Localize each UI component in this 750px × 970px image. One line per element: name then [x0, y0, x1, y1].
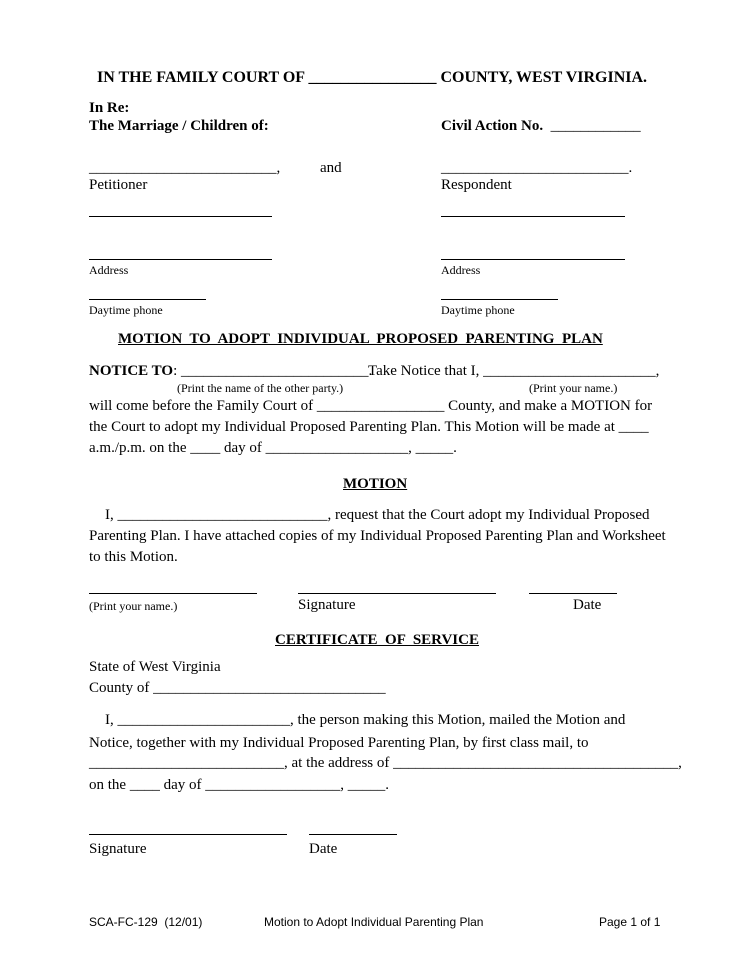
certificate-date-line[interactable]	[309, 834, 397, 835]
take-notice-text[interactable]: Take Notice that I, _______________________,	[368, 363, 660, 379]
petitioner-phone-line[interactable]	[89, 299, 206, 300]
motion-line-3: to this Motion.	[89, 549, 178, 565]
hint-your-name: (Print your name.)	[529, 381, 618, 395]
certificate-date-label: Date	[309, 841, 338, 857]
civil-action-label	[441, 119, 641, 134]
civil-action-blank[interactable]: ____________	[550, 118, 641, 134]
motion-print-name-line[interactable]	[89, 593, 257, 594]
motion-signature-label: Signature	[298, 597, 356, 613]
certificate-signature-line[interactable]	[89, 834, 287, 835]
notice-line-2[interactable]: will come before the Family Court of _________________ County, and make a MOTION for	[89, 398, 653, 414]
respondent-phone-label: Daytime phone	[441, 303, 515, 317]
hint-other-party: (Print the name of the other party.)	[177, 381, 344, 395]
respondent-address-line-2[interactable]	[441, 259, 625, 260]
notice-to-label: NOTICE TO	[89, 363, 174, 379]
other-party-blank[interactable]: : _________________________.	[173, 363, 373, 379]
notice-line-1	[89, 364, 372, 379]
county-line[interactable]: County of _______________________________	[89, 680, 386, 696]
civil-action-text: Civil Action No.	[441, 118, 544, 134]
page-number: Page 1 of 1	[599, 915, 661, 929]
certificate-line-2: Notice, together with my Individual Proposed Parenting Plan, by first class mail, to	[89, 735, 589, 751]
form-id: SCA-FC-129 (12/01)	[89, 915, 203, 929]
motion-print-name-label: (Print your name.)	[89, 599, 178, 613]
notice-line-3[interactable]: the Court to adopt my Individual Proposed Parenting Plan. This Motion will be made at ____	[89, 419, 649, 435]
notice-line-4[interactable]: a.m./p.m. on the ____ day of ___________________, _____.	[89, 440, 457, 456]
motion-signature-line[interactable]	[298, 593, 496, 594]
marriage-label: The Marriage / Children of:	[89, 118, 269, 134]
court-header-right: COUNTY, WEST VIRGINIA.	[440, 69, 648, 86]
certificate-line-3[interactable]: __________________________, at the address of ______________________________________,	[89, 755, 682, 771]
petitioner-label: Petitioner	[89, 177, 148, 193]
motion-heading: MOTION	[343, 476, 408, 492]
respondent-address-label: Address	[441, 263, 481, 277]
motion-line-2: Parenting Plan. I have attached copies of my Individual Proposed Parenting Plan and Worksheet	[89, 528, 666, 544]
respondent-phone-line[interactable]	[441, 299, 558, 300]
certificate-line-4[interactable]: on the ____ day of __________________, _____.	[89, 777, 389, 793]
respondent-address-line-1[interactable]	[441, 216, 625, 217]
certificate-heading: CERTIFICATE OF SERVICE	[275, 632, 479, 648]
petitioner-address-label: Address	[89, 263, 129, 277]
court-header	[97, 70, 647, 86]
motion-date-label: Date	[573, 597, 602, 613]
and-text: and	[320, 160, 342, 176]
petitioner-name-blank[interactable]: _________________________,	[89, 160, 281, 176]
certificate-line-1[interactable]: I, _______________________, the person making this Motion, mailed the Motion and	[105, 712, 626, 728]
form-title: Motion to Adopt Individual Parenting Plan	[264, 915, 484, 929]
petitioner-address-line-2[interactable]	[89, 259, 272, 260]
court-header-left: IN THE FAMILY COURT OF	[97, 69, 305, 86]
in-re-label: In Re:	[89, 100, 130, 116]
motion-date-line[interactable]	[529, 593, 617, 594]
respondent-name-blank[interactable]: _________________________.	[441, 160, 633, 176]
document-title: MOTION TO ADOPT INDIVIDUAL PROPOSED PARENTING PLAN	[118, 331, 603, 347]
petitioner-address-line-1[interactable]	[89, 216, 272, 217]
petitioner-phone-label: Daytime phone	[89, 303, 163, 317]
certificate-signature-label: Signature	[89, 841, 147, 857]
motion-line-1[interactable]: I, ____________________________, request that the Court adopt my Individual Proposed	[105, 507, 650, 523]
respondent-label: Respondent	[441, 177, 512, 193]
county-blank[interactable]: ________________	[308, 69, 437, 86]
state-line: State of West Virginia	[89, 659, 221, 675]
